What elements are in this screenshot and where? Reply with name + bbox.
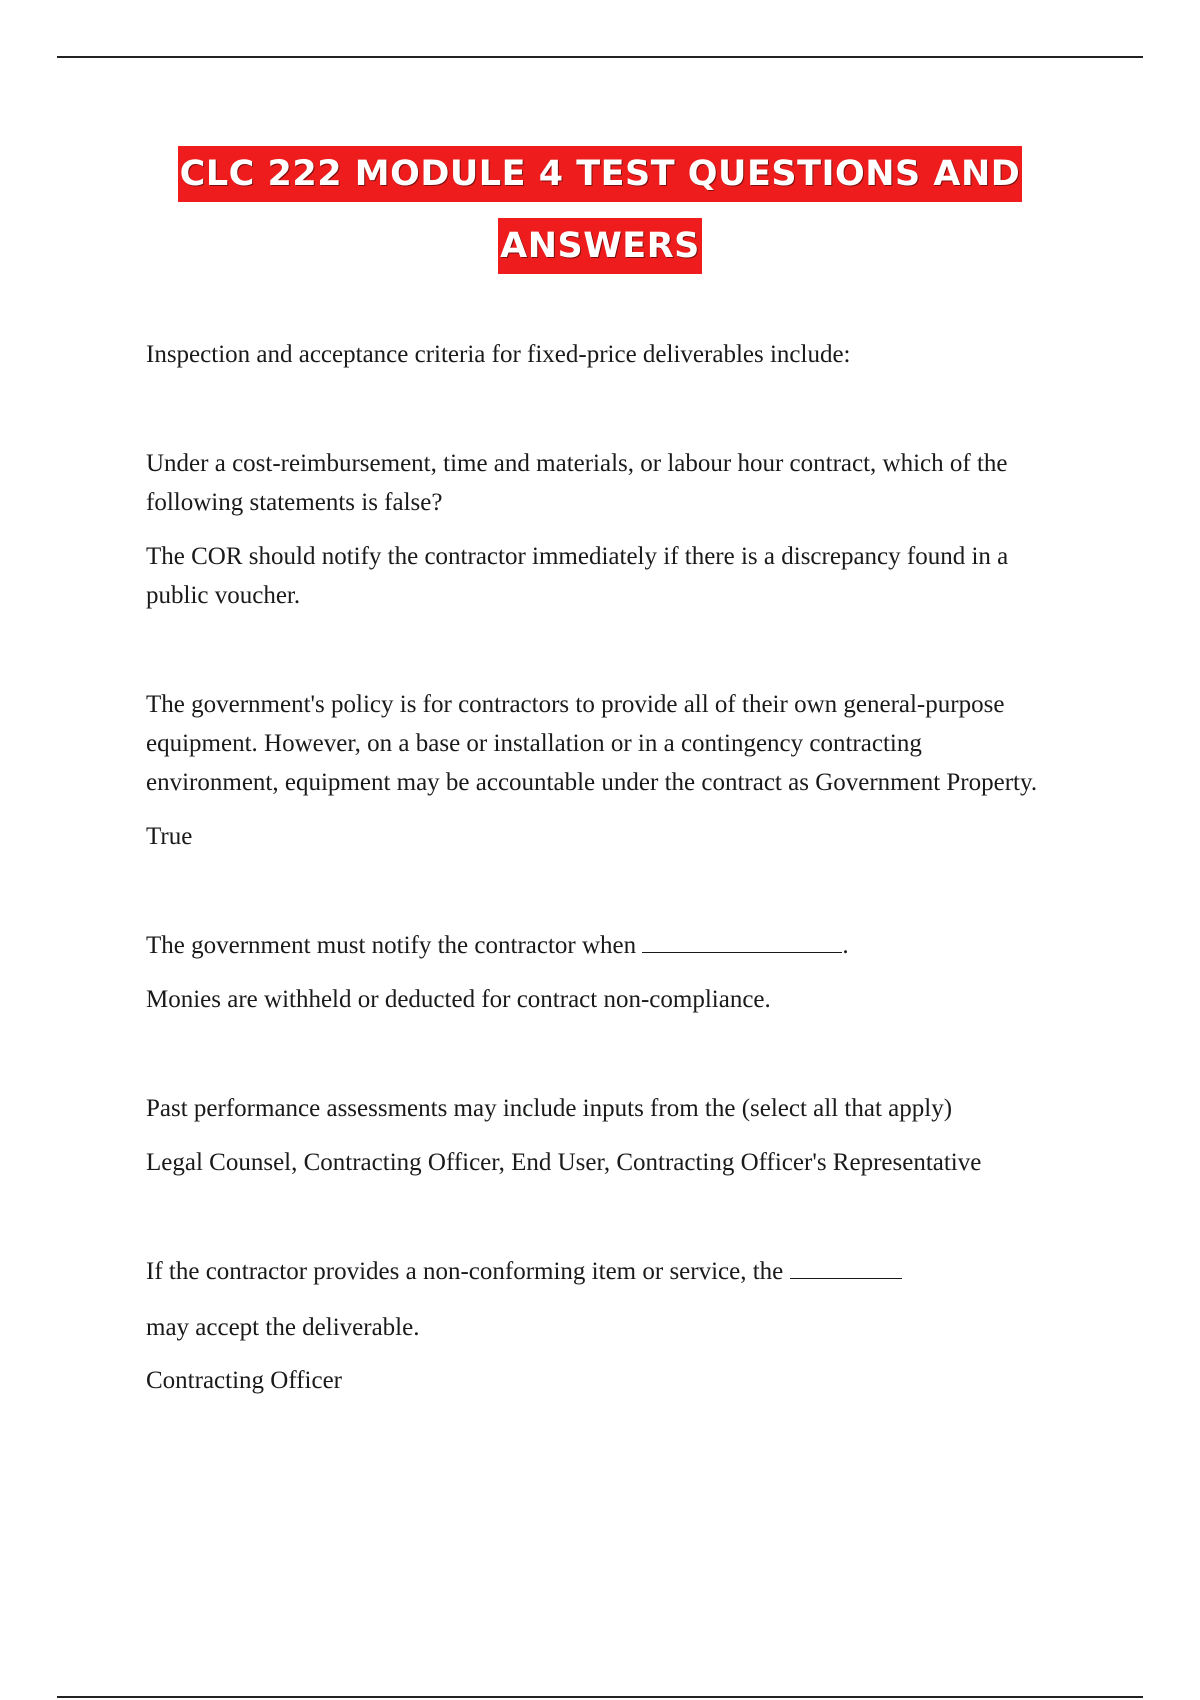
answer-6: Contracting Officer: [146, 1367, 342, 1394]
qa-content: [146, 335, 1056, 1400]
question-6-text: If the contractor provides a non-conforming item or service, the: [146, 1258, 784, 1285]
fill-in-blank: [790, 1256, 902, 1279]
question-4-suffix: .: [842, 932, 849, 959]
title-line-2: ANSWERS: [498, 218, 702, 274]
question-5: Past performance assessments may include inputs from the (select all that apply): [146, 1095, 953, 1122]
question-1: Inspection and acceptance criteria for fixed-price deliverables include:: [146, 341, 851, 368]
question-3: The government's policy is for contractors to provide all of their own general-purpose equipment. However, on a base or installation or in a contingency contracting environment, equipment may be accountable under the contract as Government Property.: [146, 691, 1038, 796]
question-4-text: The government must notify the contractor when: [146, 932, 637, 959]
question-4: [146, 926, 1056, 965]
title-line-1: CLC 222 MODULE 4 TEST QUESTIONS AND: [178, 146, 1023, 202]
fill-in-blank: [642, 930, 842, 953]
answer-3: True: [146, 823, 193, 850]
answer-2: The COR should notify the contractor immediately if there is a discrepancy found in a public voucher.: [146, 543, 1009, 609]
question-6: [146, 1252, 1056, 1291]
bottom-rule: [57, 1696, 1143, 1698]
question-6-line-2: may accept the deliverable.: [146, 1314, 420, 1341]
question-2: Under a cost-reimbursement, time and materials, or labour hour contract, which of the following statements is false?: [146, 450, 1008, 516]
answer-4: Monies are withheld or deducted for contract non-compliance.: [146, 986, 771, 1013]
top-rule: [57, 56, 1143, 58]
document-title: [0, 146, 1200, 274]
answer-5: Legal Counsel, Contracting Officer, End User, Contracting Officer's Representative: [146, 1149, 982, 1176]
